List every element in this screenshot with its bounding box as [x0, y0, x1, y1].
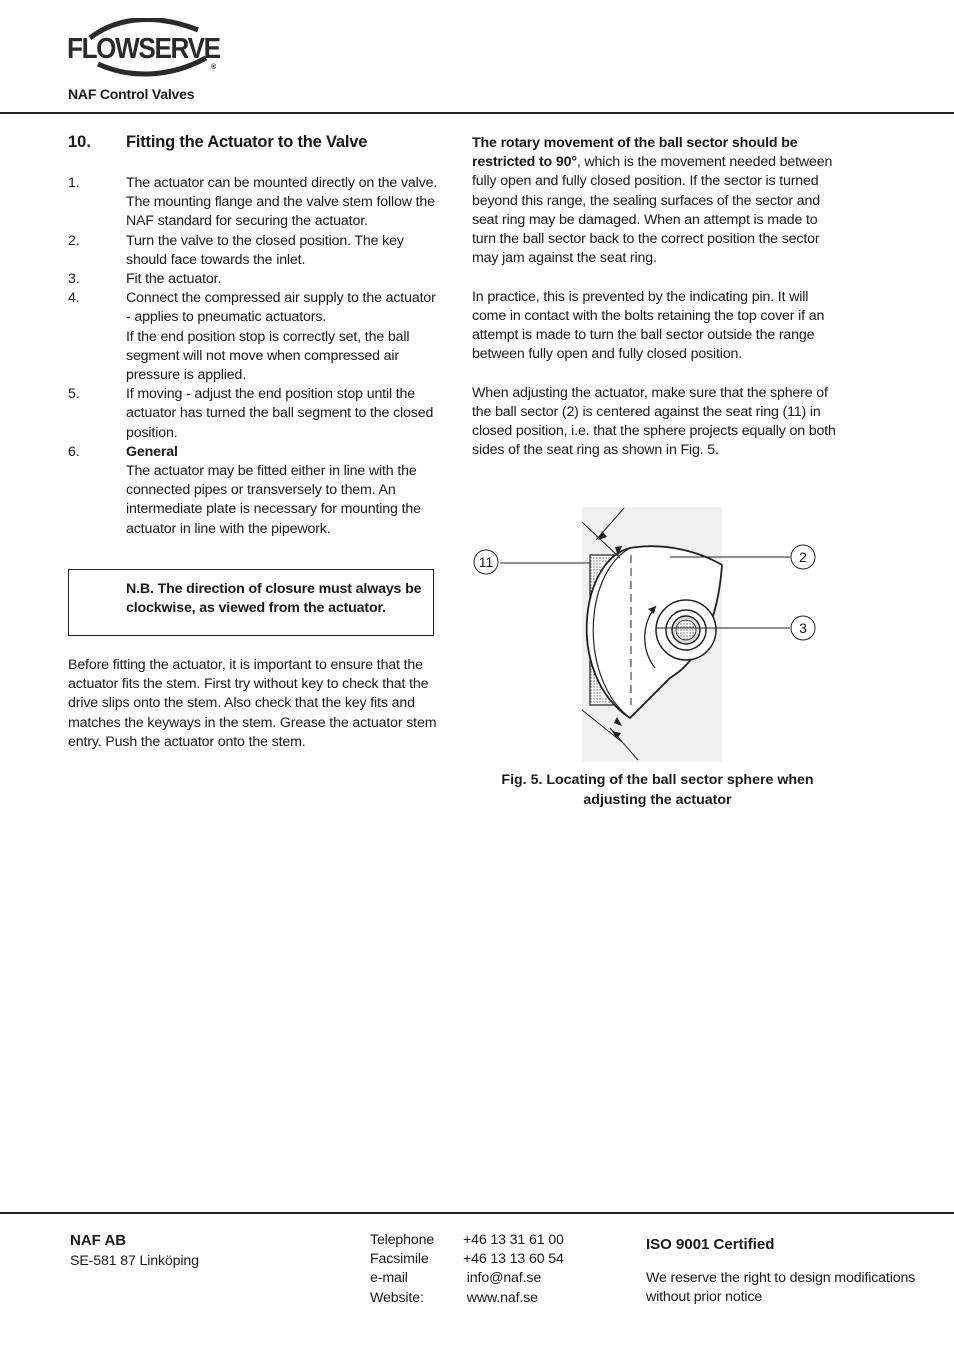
- callout-3: 3: [799, 620, 807, 636]
- item-number: 3.: [68, 271, 80, 288]
- list-item: [68, 289, 438, 385]
- contact-row: [370, 1289, 564, 1308]
- contact-label: e-mail: [370, 1270, 408, 1287]
- item-text: The actuator may be fitted either in line with the connected pipes or transversely to them. An intermediate plate is necessary for mounting the actuator in line with the pipework.: [126, 463, 421, 537]
- contact-row: [370, 1231, 564, 1250]
- contact-value: www.naf.se: [463, 1289, 538, 1306]
- contact-value: +46 13 31 61 00: [463, 1232, 564, 1248]
- list-item: [68, 443, 438, 539]
- indicating-pin-paragraph: In practice, this is prevented by the indicating pin. It will come in contact with the bolts retaining the top cover if an attempt is made to turn the ball sector outside the range between fully open and fully closed position.: [472, 288, 825, 363]
- item-text: If moving - adjust the end position stop until the actuator has turned the ball segment to the closed position.: [126, 386, 434, 441]
- right-column: [472, 134, 844, 480]
- item-text-continued: If the end position stop is correctly set, the ball segment will not move when compressed air pressure is applied.: [126, 328, 410, 384]
- ball-sector-figure: [470, 500, 830, 770]
- list-item: [68, 174, 438, 232]
- figure-caption: Fig. 5. Locating of the ball sector sphere when adjusting the actuator: [501, 772, 814, 808]
- registered-mark: ®: [211, 64, 217, 71]
- contact-label: Telephone: [370, 1232, 435, 1248]
- section-title: Fitting the Actuator to the Valve: [126, 133, 368, 151]
- reserve-notice: We reserve the right to design modifications without prior notice: [646, 1270, 916, 1306]
- item-text: Fit the actuator.: [126, 271, 222, 288]
- item-text: The actuator can be mounted directly on the valve. The mounting flange and the valve stem follow the NAF standard for securing the actuator.: [126, 175, 438, 230]
- item-number: 2.: [68, 232, 80, 249]
- rotary-movement-bold: The rotary movement of the ball sector should be restricted to 90°: [472, 135, 798, 171]
- section-number: 10.: [68, 133, 91, 151]
- instruction-list: [68, 174, 438, 539]
- contact-value: info@naf.se: [463, 1270, 542, 1287]
- item-number: 4.: [68, 290, 80, 307]
- callout-11: 11: [478, 554, 494, 570]
- rotary-movement-text: , which is the movement needed between fully open and fully closed position. If the sector is turned beyond this range, the sealing surfaces of the sector and seat ring may be damaged. When an attempt is made to turn the ball sector back to the correct position the sector may jam against the seat ring.: [472, 154, 833, 267]
- before-fitting-paragraph: Before fitting the actuator, it is important to ensure that the actuator fits the stem. First try without key to check that the drive slips onto the stem. Also check that the key fits and matches the keyways in the stem. Grease the actuator stem entry. Push the actuator onto the stem.: [68, 657, 437, 750]
- item-number: 5.: [68, 386, 80, 403]
- contact-row: [370, 1250, 564, 1269]
- list-item: [68, 270, 438, 289]
- rotary-movement-paragraph: [472, 134, 844, 268]
- footer-divider: [0, 1212, 954, 1214]
- note-text: N.B. The direction of closure must always be clockwise, as viewed from the actuator.: [126, 581, 422, 617]
- sub-brand: NAF Control Valves: [68, 86, 195, 102]
- contact-row: [370, 1269, 564, 1288]
- item-body: [126, 289, 438, 385]
- callout-2: 2: [799, 549, 807, 565]
- item-text: Connect the compressed air supply to the actuator - applies to pneumatic actuators.: [126, 290, 436, 326]
- company-logo: FLOWSERVE: [67, 33, 220, 65]
- item-body: [126, 443, 438, 539]
- contact-label: Facsimile: [370, 1251, 429, 1268]
- list-item: [68, 385, 438, 443]
- footer-contacts: [370, 1231, 564, 1308]
- footer-address: SE-581 87 Linköping: [70, 1253, 199, 1269]
- contact-value: +46 13 13 60 54: [463, 1251, 564, 1268]
- adjusting-paragraph: When adjusting the actuator, make sure that the sphere of the ball sector (2) is centered against the seat ring (11) in closed position, i.e. that the sphere projects equally on both sides of the seat ring as shown in Fig. 5.: [472, 384, 836, 459]
- item-number: 6.: [68, 443, 80, 460]
- item-text: Turn the valve to the closed position. The key should face towards the inlet.: [126, 232, 404, 268]
- footer-company: NAF AB: [70, 1232, 127, 1249]
- contact-label: Website:: [370, 1289, 424, 1306]
- item-title: General: [126, 443, 178, 460]
- list-item: [68, 232, 438, 270]
- header-divider: [0, 112, 954, 114]
- note-box: [68, 569, 434, 636]
- iso-certification: ISO 9001 Certified: [646, 1236, 775, 1253]
- item-number: 1.: [68, 175, 80, 191]
